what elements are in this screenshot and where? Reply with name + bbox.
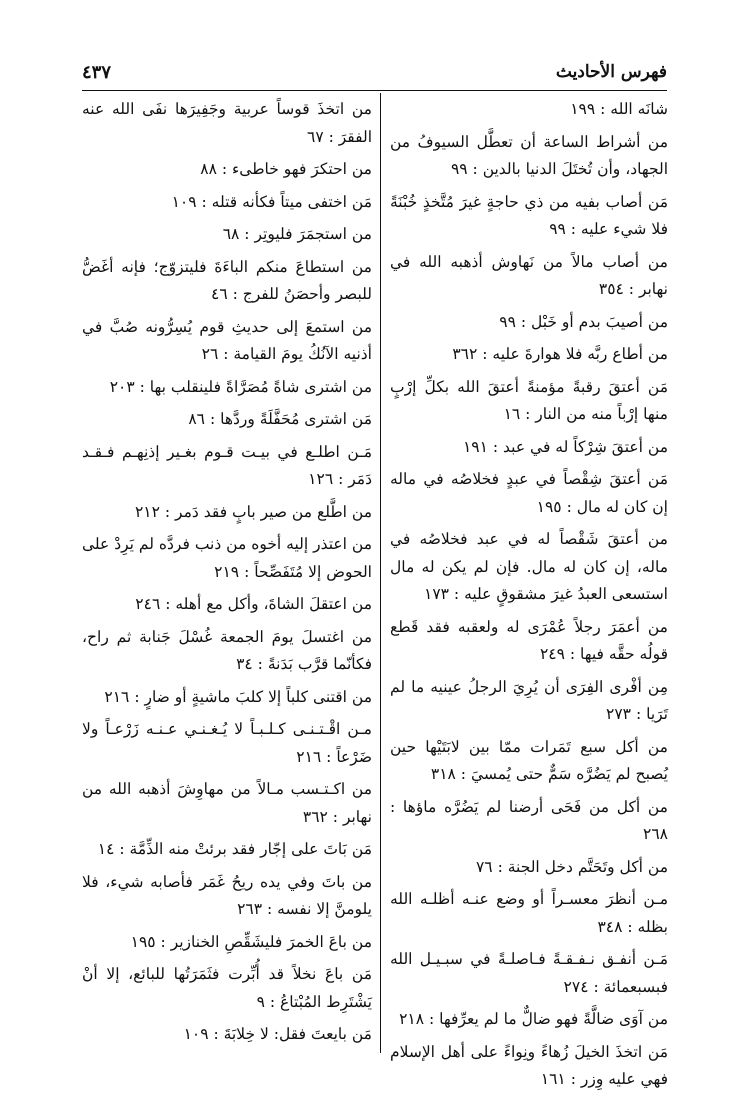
page-header (82, 62, 667, 88)
entry-text: من اتخذَ قوساً عربية وجَفِيرَها نفَى الله عنه الفقرَ (82, 100, 372, 146)
entry-text: من أصيبَ بدم أو خَبْل (530, 312, 668, 331)
page-reference: ٦٨ (222, 225, 240, 243)
page-reference: ٩٩ (549, 220, 566, 238)
index-entry: مَن أعتقَ رقبةً مؤمنةً أعتقَ الله بكلِّ إرْبٍ منها إرْباً منه من النار : ١٦ (390, 377, 668, 423)
page-reference: ١٤ (97, 840, 115, 858)
index-entry: مـن اقْـتـنـى كـلـبـاً لا يُـغـنـي عـنـه زَرْعـاً ولا ضَرْعاً : ٢١٦ (82, 720, 372, 766)
page-reference: ٢٤٦ (135, 595, 161, 613)
index-entry: من أعمَرَ رجلاً عُمْرَى له ولعقبه فقد قَطع قولُه حقَّه فيها : ٢٤٩ (390, 617, 668, 663)
entry-text: مِن أفْرى الفِرَى أن يُرِيَ الرجلُ عينيه ما لم تَرَيا (390, 677, 668, 723)
entry-text: من أكل من فَحَى أرضنا لم يَضُرَّه ماؤها (402, 797, 668, 816)
index-entry: من آوَى ضالَّةً فهو ضالٌّ ما لم يعرِّفها : ٢١٨ (399, 1010, 668, 1028)
index-entry: من اكـتـسب مـالاً من مهاوِشَ أذهبه الله من نهابر : ٣٦٢ (82, 780, 372, 826)
entry-text: مَن بايعتَ فقل: لا خِلابَةَ (223, 1025, 372, 1043)
index-entry: من أكل من فَحَى أرضنا لم يَضُرَّه ماؤها : ٢٦٨ (390, 797, 668, 843)
index-entry: من استطاعَ منكم الباءَةَ فليتزوّج؛ فإنه أغَضُّ للبصر وأحصَنُ للفرج : ٤٦ (82, 257, 372, 303)
page-reference: ٢١٦ (104, 687, 130, 706)
index-entry: مَن باعَ نخلاً قد أُبِّرت فثَمَرَتُها للبائع، إلا أنْ يَشْتَرِط المُبْتاعُ : ٩ (82, 965, 372, 1011)
entry-text: مَـن اطلـع في بيـت قـوم بغـير إذنِهـم فـقـد دَمَر (82, 442, 372, 488)
entry-text: مـن أنظرَ معسـراً أو وضع عنـه أظلـه الله بظله (390, 890, 668, 936)
page-reference: ٣٥٤ (598, 280, 624, 298)
entry-text: من باتَ وفي يده ريحُ غَمَر فأصابه شيء، فلا يلومنَّ إلا نفسه (82, 872, 372, 918)
entry-text: من أعتقَ شِرْكاً له في عبد (503, 437, 668, 456)
page-reference: ٢٧٤ (563, 977, 589, 996)
page-reference: ١٦ (503, 405, 521, 423)
page-reference: ١٠٩ (183, 1025, 209, 1043)
entry-text: مَن أعتقَ شِقْصاً في عبدٍ فخلاصُه في ماله إن كان له مال (390, 470, 668, 516)
index-entry: شانَه الله : ١٩٩ (570, 100, 668, 118)
page-reference: ٢٧٣ (606, 705, 632, 723)
page-reference: ١٢٦ (308, 470, 334, 488)
index-entry: مَـن أنفـق نـفـقـةً فـاصلـةً في سبـيـل الله فبسبعمائة : ٢٧٤ (390, 950, 668, 996)
entry-text: من اعتقلَ الشاةَ، وأكل مع أهله (175, 595, 372, 613)
entry-text: من اغتسلَ يومَ الجمعة غُسْلَ جَنابة ثم راح، فكأنّما قرَّب بَدَنةً (82, 627, 372, 673)
entry-text: مَن اتخذَ الخيلَ زُهاءً ونِواءً على أهل الإسلام فهي عليه وِزر (390, 1042, 668, 1088)
page-reference: ٤٦ (211, 285, 228, 303)
entry-text: من اشترى شاةً مُصَرَّاةً فلينقلب بها (149, 377, 372, 396)
index-entry: من أشراط الساعة أن تعطَّل السيوفُ من الجهاد، وأن تُختَلَ الدنيا بالدين : ٩٩ (390, 132, 668, 178)
page-reference: ١٩٩ (570, 100, 596, 118)
entry-text: مَن أصاب بفيه من ذي حاجةٍ غيرَ مُتَّخذٍ خُبْنَةً فلا شيء عليه (390, 192, 668, 238)
index-entry: مَن اشترى مُحَفَّلَةً وردَّها : ٨٦ (188, 410, 372, 428)
entry-text: من أكل سبع تَمَرات ممّا بين لابَتَيْها حين يُصبح لم يَضُرَّه سَمٌّ حتى يُمسيَ (390, 737, 668, 783)
index-entry: من استجمَرَ فليوتِر : ٦٨ (222, 225, 372, 243)
page-reference: ٣٤٨ (597, 917, 623, 936)
page-reference: ٩ (256, 992, 265, 1011)
index-entry: مَن أصاب بفيه من ذي حاجةٍ غيرَ مُتَّخذٍ خُبْنَةً فلا شيء عليه : ٩٩ (390, 192, 668, 238)
index-entry: مَن اتخذَ الخيلَ زُهاءً ونِواءً على أهل الإسلام فهي عليه وِزر : ١٦١ (390, 1042, 668, 1088)
entry-text: من اعتذر إليه أخوه من ذنب فردَّه لم يَرِدْ على الحوض إلا مُتَفَصِّحاً (82, 535, 372, 581)
page-reference: ١٩٥ (536, 497, 562, 516)
entry-text: شانَه الله (610, 100, 668, 118)
index-entry: مَن أعتقَ شِقْصاً في عبدٍ فخلاصُه في ماله إن كان له مال : ١٩٥ (390, 470, 668, 516)
page-reference: ١٦١ (540, 1070, 566, 1088)
index-entry: من أكل سبع تَمَرات ممّا بين لابَتَيْها حين يُصبح لم يَضُرَّه سَمٌّ حتى يُمسيَ : ٣١٨ (390, 737, 668, 783)
page-reference: ٣٦٢ (452, 345, 478, 363)
index-entry: من اغتسلَ يومَ الجمعة غُسْلَ جَنابة ثم راح، فكأنّما قرَّب بَدَنةً : ٣٤ (82, 627, 372, 673)
page-reference: ٣٦٢ (302, 807, 328, 826)
index-entry: من أصيبَ بدم أو خَبْل : ٩٩ (499, 312, 668, 331)
index-entry: من باعَ الخمرَ فليشَقِّصِ الخنازير : ١٩٥ (130, 932, 372, 951)
index-entry: مَن اختفى ميتاً فكأنه قتله : ١٠٩ (171, 192, 372, 211)
entry-text: من أصاب مالاً من نَهاوش أذهبه الله في نهابر (390, 252, 668, 298)
column-separator (380, 93, 381, 1053)
entry-text: من أعمَرَ رجلاً عُمْرَى له ولعقبه فقد قَطع قولُه حقَّه فيها (390, 617, 668, 663)
page-number: ٤٣٧ (82, 62, 112, 83)
index-entry: من اقتنى كلباً إلا كلبَ ماشيةٍ أو ضارٍ : ٢١٦ (104, 687, 372, 706)
page-reference: ٨٨ (200, 160, 217, 178)
index-entry: مَـن اطلـع في بيـت قـوم بغـير إذنِهـم فـقـد دَمَر : ١٢٦ (82, 442, 372, 488)
index-entry: من أطاع ربَّه فلا هوارةَ عليه : ٣٦٢ (452, 345, 668, 363)
index-entry: مَن بايعتَ فقل: لا خِلابَةَ : ١٠٩ (183, 1025, 372, 1043)
index-entry: من أعتقَ شَقْصاً له في عبد فخلاصُه في ماله، إن كان له مال. فإن لم يكن له مال استسعى العبدُ غيرَ مشقوقٍ عليه : ١٧٣ (390, 530, 668, 603)
running-title: فهرس الأحاديث (555, 62, 667, 82)
index-entry: من استمعَ إلى حديثِ قوم يُسِرُّونه صُبَّ في أذنيه الآنُكُ يومَ القيامة : ٢٦ (82, 317, 372, 363)
index-entry: من باتَ وفي يده ريحُ غَمَر فأصابه شيء، فلا يلومنَّ إلا نفسه : ٢٦٣ (82, 872, 372, 918)
page-reference: ٢١٦ (296, 747, 322, 766)
page-reference: ١٩٥ (130, 932, 156, 951)
entry-text: من أشراط الساعة أن تعطَّل السيوفُ من الجهاد، وأن تُختَلَ الدنيا بالدين (390, 132, 668, 178)
page-reference: ٢٤٩ (539, 645, 565, 663)
index-entry: من احتكرَ فهو خاطىء : ٨٨ (200, 160, 372, 178)
page-reference: ٦٧ (307, 127, 324, 146)
page-reference: ١٠٩ (171, 192, 197, 211)
entry-text: مَن اشترى مُحَفَّلَةً وردَّها (220, 410, 372, 428)
page-reference: ٢١٨ (399, 1010, 425, 1028)
page-reference: ٢١٩ (214, 562, 240, 581)
page-reference: ٢٠٣ (109, 377, 135, 396)
page-reference: ٧٦ (475, 857, 493, 876)
page-reference: ٣١٨ (430, 765, 456, 783)
left-column (82, 96, 372, 1054)
entry-text: من استمعَ إلى حديثِ قوم يُسِرُّونه صُبَّ في أذنيه الآنُكُ يومَ القيامة (82, 317, 372, 363)
entry-text: من أطاع ربَّه فلا هوارةَ عليه (492, 345, 668, 363)
page-reference: ٩٩ (499, 312, 516, 331)
page-reference: ١٩١ (462, 437, 488, 456)
entry-text: من اقتنى كلباً إلا كلبَ ماشيةٍ أو ضارٍ (144, 687, 372, 706)
index-entry: من اشترى شاةً مُصَرَّاةً فلينقلب بها : ٢٠٣ (109, 377, 372, 396)
page-reference: ٨٦ (188, 410, 206, 428)
index-entry: مِن أفْرى الفِرَى أن يُرِيَ الرجلُ عينيه ما لم تَرَيا : ٢٧٣ (390, 677, 668, 723)
page-reference: ٣٤ (236, 655, 253, 673)
index-entry: من أكل وتَحَتَّم دخل الجنة : ٧٦ (475, 857, 668, 876)
page-reference: ١٧٣ (424, 585, 449, 603)
index-entry: مـن أنظرَ معسـراً أو وضع عنـه أظلـه الله بظله : ٣٤٨ (390, 890, 668, 936)
page-reference: ٢٦٨ (643, 825, 668, 843)
entry-text: مَـن أنفـق نـفـقـةً فـاصلـةً في سبـيـل الله فبسبعمائة (390, 950, 668, 996)
index-entry: من أعتقَ شِرْكاً له في عبد : ١٩١ (462, 437, 668, 456)
index-entry: من اتخذَ قوساً عربية وجَفِيرَها نفَى الله عنه الفقرَ : ٦٧ (82, 100, 372, 146)
entry-text: مَن أعتقَ رقبةً مؤمنةً أعتقَ الله بكلِّ إرْبٍ منها إرْباً منه من النار (390, 377, 668, 423)
index-entry: مَن بَاتَ على إجّار فقد برئتْ منه الذِّمَّة : ١٤ (97, 840, 372, 858)
entry-text: من آوَى ضالَّةً فهو ضالٌّ ما لم يعرِّفها (439, 1010, 668, 1028)
index-entry: من أصاب مالاً من نَهاوش أذهبه الله في نهابر : ٣٥٤ (390, 252, 668, 298)
entry-text: من أعتقَ شَقْصاً له في عبد فخلاصُه في ماله، إن كان له مال. فإن لم يكن له مال استسعى العبدُ غيرَ مشقوقٍ عليه (390, 530, 668, 603)
entry-text: مَن باعَ نخلاً قد أُبِّرت فثَمَرَتُها للبائع، إلا أنْ يَشْتَرِط المُبْتاعُ (82, 965, 372, 1011)
entry-text: مـن اقْـتـنـى كـلـبـاً لا يُـغـنـي عـنـه زَرْعـاً ولا ضَرْعاً (82, 720, 372, 766)
right-column (390, 96, 668, 1099)
entry-text: من استجمَرَ فليوتِر (254, 225, 372, 243)
entry-text: من باعَ الخمرَ فليشَقِّصِ الخنازير (170, 932, 372, 951)
entry-text: مَن بَاتَ على إجّار فقد برئتْ منه الذِّمَّة (129, 840, 372, 858)
page-reference: ٩٩ (450, 160, 468, 178)
index-entry: من اطَّلع من صير بابٍ فقد دَمر : ٢١٢ (134, 502, 372, 521)
entry-text: من احتكرَ فهو خاطىء (232, 160, 372, 178)
entry-text: مَن اختفى ميتاً فكأنه قتله (211, 192, 372, 211)
entry-text: من اطَّلع من صير بابٍ فقد دَمر (175, 502, 372, 521)
page-reference: ٢١٢ (134, 502, 160, 521)
index-entry: من اعتقلَ الشاةَ، وأكل مع أهله : ٢٤٦ (135, 595, 372, 613)
page-reference: ٢٦ (201, 345, 219, 363)
page-reference: ٢٦٣ (237, 900, 263, 918)
header-rule (82, 90, 667, 91)
entry-text: من استطاعَ منكم الباءَةَ فليتزوّج؛ فإنه أغَضُّ للبصر وأحصَنُ للفرج (82, 257, 372, 303)
entry-text: من اكـتـسب مـالاً من مهاوِشَ أذهبه الله من نهابر (82, 780, 372, 826)
entry-text: من أكل وتَحَتَّم دخل الجنة (507, 857, 668, 876)
index-entry: من اعتذر إليه أخوه من ذنب فردَّه لم يَرِدْ على الحوض إلا مُتَفَصِّحاً : ٢١٩ (82, 535, 372, 581)
